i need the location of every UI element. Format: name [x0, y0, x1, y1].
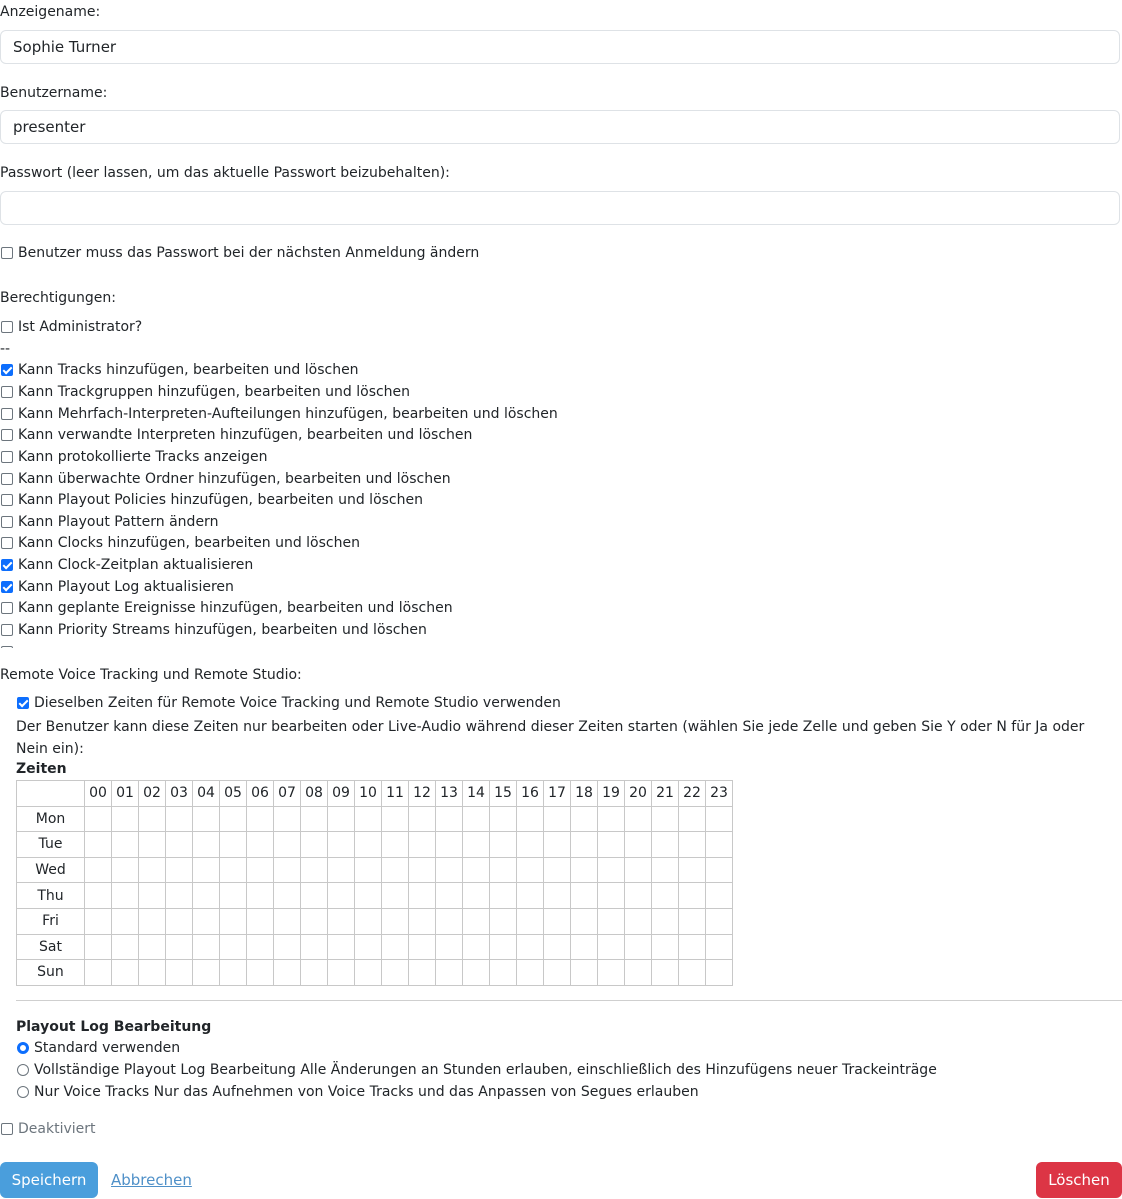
time-cell[interactable] — [301, 857, 328, 883]
hour-header: 04 — [193, 781, 220, 807]
time-cell[interactable] — [517, 934, 544, 960]
time-cell[interactable] — [382, 832, 409, 858]
time-cell[interactable] — [436, 806, 463, 832]
hour-header: 15 — [490, 781, 517, 807]
permission-label: Kann Playout Pattern ändern — [18, 514, 219, 530]
time-cell[interactable] — [679, 883, 706, 909]
time-cell[interactable] — [463, 960, 490, 986]
time-cell[interactable] — [463, 908, 490, 934]
permission-label: Kann Playout Policies hinzufügen, bearbeiten und löschen — [18, 492, 423, 508]
time-cell[interactable] — [328, 857, 355, 883]
permission-checkbox[interactable] — [1, 602, 13, 614]
time-cell[interactable] — [679, 832, 706, 858]
day-row — [17, 908, 733, 934]
day-label: Wed — [17, 857, 85, 883]
time-cell[interactable] — [490, 832, 517, 858]
time-cell[interactable] — [247, 934, 274, 960]
username-input[interactable] — [0, 110, 1120, 144]
permission-checkbox[interactable] — [1, 559, 13, 571]
time-cell[interactable] — [463, 832, 490, 858]
time-cell[interactable] — [490, 857, 517, 883]
time-cell[interactable] — [625, 832, 652, 858]
time-cell[interactable] — [382, 857, 409, 883]
day-label: Sun — [17, 960, 85, 986]
time-cell[interactable] — [166, 832, 193, 858]
time-cell[interactable] — [220, 806, 247, 832]
permission-label: Kann Trackgruppen hinzufügen, bearbeiten und löschen — [18, 384, 411, 400]
hour-header: 07 — [274, 781, 301, 807]
delete-button[interactable]: Löschen — [1036, 1162, 1122, 1198]
time-cell[interactable] — [706, 857, 733, 883]
time-cell[interactable] — [85, 934, 112, 960]
time-cell[interactable] — [652, 857, 679, 883]
time-cell[interactable] — [247, 857, 274, 883]
time-cell[interactable] — [328, 908, 355, 934]
time-cell[interactable] — [166, 934, 193, 960]
time-cell[interactable] — [301, 934, 328, 960]
time-cell[interactable] — [193, 883, 220, 909]
time-cell[interactable] — [193, 908, 220, 934]
time-cell[interactable] — [598, 883, 625, 909]
time-cell[interactable] — [355, 934, 382, 960]
permission-checkbox[interactable] — [1, 473, 13, 485]
time-cell[interactable] — [139, 908, 166, 934]
remote-description: Der Benutzer kann diese Zeiten nur bearbeiten oder Live-Audio während dieser Zeiten starten (wählen Sie jede Zelle und geben Sie Y oder N für Ja oder Nein ein): — [16, 719, 1085, 757]
time-cell[interactable] — [355, 857, 382, 883]
time-cell[interactable] — [193, 960, 220, 986]
time-cell[interactable] — [409, 806, 436, 832]
time-cell[interactable] — [652, 908, 679, 934]
permission-label: Kann Clocks hinzufügen, bearbeiten und löschen — [18, 535, 360, 551]
time-cell[interactable] — [679, 857, 706, 883]
time-cell[interactable] — [139, 934, 166, 960]
day-row — [17, 832, 733, 858]
time-cell[interactable] — [139, 857, 166, 883]
time-cell[interactable] — [652, 934, 679, 960]
same-times-label: Dieselben Zeiten für Remote Voice Tracking und Remote Studio verwenden — [34, 695, 561, 711]
permission-checkbox[interactable] — [1, 624, 13, 636]
day-label: Tue — [17, 832, 85, 858]
day-label: Sat — [17, 934, 85, 960]
permission-checkbox[interactable] — [1, 494, 13, 506]
hour-header: 14 — [463, 781, 490, 807]
time-cell[interactable] — [247, 832, 274, 858]
time-cell[interactable] — [112, 908, 139, 934]
permission-checkbox[interactable] — [1, 408, 13, 420]
time-cell[interactable] — [274, 883, 301, 909]
time-cell[interactable] — [490, 806, 517, 832]
time-cell[interactable] — [328, 832, 355, 858]
hour-header-row — [17, 781, 733, 807]
time-cell[interactable] — [85, 806, 112, 832]
time-cell[interactable] — [166, 883, 193, 909]
hour-header: 00 — [85, 781, 112, 807]
time-cell[interactable] — [355, 832, 382, 858]
time-cell[interactable] — [355, 908, 382, 934]
time-cell[interactable] — [139, 883, 166, 909]
time-cell[interactable] — [490, 934, 517, 960]
time-cell[interactable] — [220, 883, 247, 909]
time-cell[interactable] — [220, 934, 247, 960]
password-input[interactable] — [0, 191, 1120, 225]
time-cell[interactable] — [625, 960, 652, 986]
permission-checkbox[interactable] — [1, 537, 13, 549]
admin-label: Ist Administrator? — [18, 319, 143, 335]
time-cell[interactable] — [598, 960, 625, 986]
must-change-password-checkbox[interactable] — [1, 247, 13, 259]
time-cell[interactable] — [112, 934, 139, 960]
time-cell[interactable] — [436, 883, 463, 909]
permission-checkbox[interactable] — [1, 451, 13, 463]
permissions-heading: Berechtigungen: — [0, 290, 116, 306]
time-cell[interactable] — [355, 883, 382, 909]
time-cell[interactable] — [247, 883, 274, 909]
time-cell[interactable] — [139, 960, 166, 986]
day-label: Fri — [17, 908, 85, 934]
display-name-label: Anzeigename: — [0, 4, 101, 20]
time-cell[interactable] — [652, 960, 679, 986]
day-row — [17, 857, 733, 883]
time-cell[interactable] — [247, 806, 274, 832]
time-cell[interactable] — [571, 832, 598, 858]
time-cell[interactable] — [652, 883, 679, 909]
time-cell[interactable] — [706, 934, 733, 960]
time-cell[interactable] — [436, 934, 463, 960]
hour-header: 18 — [571, 781, 598, 807]
time-cell[interactable] — [409, 908, 436, 934]
time-cell[interactable] — [220, 908, 247, 934]
time-cell[interactable] — [409, 960, 436, 986]
time-cell[interactable] — [193, 832, 220, 858]
time-cell[interactable] — [598, 806, 625, 832]
time-cell[interactable] — [247, 960, 274, 986]
time-cell[interactable] — [301, 832, 328, 858]
time-cell[interactable] — [652, 806, 679, 832]
time-cell[interactable] — [463, 934, 490, 960]
time-cell[interactable] — [517, 960, 544, 986]
time-cell[interactable] — [679, 806, 706, 832]
time-cell[interactable] — [517, 832, 544, 858]
time-cell[interactable] — [409, 832, 436, 858]
time-cell[interactable] — [328, 883, 355, 909]
corner-cell — [17, 781, 85, 807]
hour-header: 12 — [409, 781, 436, 807]
time-cell[interactable] — [382, 960, 409, 986]
time-cell[interactable] — [301, 806, 328, 832]
time-cell[interactable] — [382, 806, 409, 832]
time-cell[interactable] — [598, 857, 625, 883]
time-cell[interactable] — [571, 960, 598, 986]
time-cell[interactable] — [328, 960, 355, 986]
hour-header: 22 — [679, 781, 706, 807]
time-cell[interactable] — [490, 908, 517, 934]
time-cell[interactable] — [517, 806, 544, 832]
permission-checkbox[interactable] — [1, 429, 13, 441]
time-cell[interactable] — [85, 960, 112, 986]
time-cell[interactable] — [112, 960, 139, 986]
time-cell[interactable] — [706, 883, 733, 909]
day-row — [17, 883, 733, 909]
hour-header: 01 — [112, 781, 139, 807]
time-cell[interactable] — [112, 857, 139, 883]
times-grid — [16, 780, 733, 986]
time-cell[interactable] — [544, 934, 571, 960]
day-row — [17, 934, 733, 960]
playout-option-label: Standard verwenden — [34, 1040, 181, 1056]
time-cell[interactable] — [436, 908, 463, 934]
permission-checkbox[interactable] — [1, 386, 13, 398]
time-cell[interactable] — [166, 857, 193, 883]
time-cell[interactable] — [382, 883, 409, 909]
hour-header: 02 — [139, 781, 166, 807]
time-cell[interactable] — [328, 934, 355, 960]
time-cell[interactable] — [517, 883, 544, 909]
permission-checkbox[interactable] — [1, 516, 13, 528]
permission-checkbox[interactable] — [1, 364, 13, 376]
playout-option-radio[interactable] — [17, 1042, 29, 1054]
hour-header: 23 — [706, 781, 733, 807]
time-cell[interactable] — [301, 908, 328, 934]
hour-header: 09 — [328, 781, 355, 807]
same-times-checkbox[interactable] — [17, 697, 29, 709]
time-cell[interactable] — [112, 832, 139, 858]
time-cell[interactable] — [355, 960, 382, 986]
time-cell[interactable] — [274, 806, 301, 832]
time-cell[interactable] — [112, 883, 139, 909]
permission-label: Kann protokollierte Tracks anzeigen — [18, 449, 268, 465]
time-cell[interactable] — [85, 883, 112, 909]
hour-header: 10 — [355, 781, 382, 807]
time-cell[interactable] — [85, 908, 112, 934]
disabled-label: Deaktiviert — [18, 1121, 96, 1137]
time-cell[interactable] — [274, 857, 301, 883]
time-cell[interactable] — [220, 832, 247, 858]
time-cell[interactable] — [571, 934, 598, 960]
time-cell[interactable] — [220, 857, 247, 883]
time-cell[interactable] — [301, 960, 328, 986]
time-cell[interactable] — [598, 832, 625, 858]
must-change-password-label: Benutzer muss das Passwort bei der nächsten Anmeldung ändern — [18, 245, 480, 261]
time-cell[interactable] — [463, 883, 490, 909]
admin-checkbox[interactable] — [1, 321, 13, 333]
time-cell[interactable] — [166, 806, 193, 832]
time-cell[interactable] — [598, 908, 625, 934]
times-grid-body — [17, 806, 733, 985]
time-cell[interactable] — [544, 857, 571, 883]
time-cell[interactable] — [625, 883, 652, 909]
username-label: Benutzername: — [0, 85, 108, 101]
time-cell[interactable] — [436, 832, 463, 858]
time-cell[interactable] — [274, 934, 301, 960]
time-cell[interactable] — [274, 832, 301, 858]
day-label: Thu — [17, 883, 85, 909]
hour-header: 08 — [301, 781, 328, 807]
permission-checkbox[interactable] — [1, 646, 13, 648]
time-cell[interactable] — [463, 857, 490, 883]
time-cell[interactable] — [139, 832, 166, 858]
permission-label: Kann Clock-Zeitplan aktualisieren — [18, 557, 254, 573]
time-cell[interactable] — [274, 960, 301, 986]
hour-header: 21 — [652, 781, 679, 807]
time-cell[interactable] — [355, 806, 382, 832]
time-cell[interactable] — [544, 960, 571, 986]
hour-header: 19 — [598, 781, 625, 807]
time-cell[interactable] — [490, 883, 517, 909]
time-cell[interactable] — [706, 832, 733, 858]
permission-label: Kann überwachte Ordner hinzufügen, bearbeiten und löschen — [18, 471, 451, 487]
time-cell[interactable] — [301, 883, 328, 909]
time-cell[interactable] — [220, 960, 247, 986]
hour-header: 16 — [517, 781, 544, 807]
time-cell[interactable] — [598, 934, 625, 960]
time-cell[interactable] — [382, 908, 409, 934]
permission-label: Kann Playout Log aktualisieren — [18, 579, 234, 595]
permissions-list[interactable] — [0, 360, 700, 648]
time-cell[interactable] — [247, 908, 274, 934]
day-row — [17, 806, 733, 832]
time-cell[interactable] — [679, 934, 706, 960]
time-cell[interactable] — [706, 806, 733, 832]
time-cell[interactable] — [571, 883, 598, 909]
hour-header: 17 — [544, 781, 571, 807]
permission-label: Kann verwandte Interpreten hinzufügen, bearbeiten und löschen — [18, 427, 473, 443]
time-cell[interactable] — [139, 806, 166, 832]
time-cell[interactable] — [517, 857, 544, 883]
cancel-link[interactable]: Abbrechen — [111, 1171, 192, 1189]
hour-header: 06 — [247, 781, 274, 807]
save-button[interactable]: Speichern — [0, 1162, 98, 1198]
time-cell[interactable] — [112, 806, 139, 832]
divider — [16, 1000, 1122, 1001]
time-cell[interactable] — [625, 934, 652, 960]
time-cell[interactable] — [463, 806, 490, 832]
hour-header: 20 — [625, 781, 652, 807]
password-label: Passwort (leer lassen, um das aktuelle Passwort beizubehalten): — [0, 165, 450, 181]
time-cell[interactable] — [652, 832, 679, 858]
hour-header: 03 — [166, 781, 193, 807]
time-cell[interactable] — [328, 806, 355, 832]
time-cell[interactable] — [517, 908, 544, 934]
time-cell[interactable] — [679, 960, 706, 986]
time-cell[interactable] — [544, 832, 571, 858]
time-cell[interactable] — [409, 883, 436, 909]
playout-option-label: Nur Voice Tracks Nur das Aufnehmen von Voice Tracks und das Anpassen von Segues erlauben — [34, 1084, 699, 1100]
time-cell[interactable] — [85, 857, 112, 883]
disabled-checkbox[interactable] — [1, 1123, 13, 1135]
time-cell[interactable] — [706, 908, 733, 934]
time-cell[interactable] — [409, 857, 436, 883]
permissions-separator: -- — [0, 341, 11, 357]
time-cell[interactable] — [571, 806, 598, 832]
time-cell[interactable] — [166, 908, 193, 934]
time-cell[interactable] — [544, 806, 571, 832]
permission-label: Kann Mehrfach-Interpreten-Aufteilungen hinzufügen, bearbeiten und löschen — [18, 406, 558, 422]
time-cell[interactable] — [382, 934, 409, 960]
time-cell[interactable] — [706, 960, 733, 986]
time-cell[interactable] — [625, 806, 652, 832]
permission-label: Kann Priority Streams hinzufügen, bearbeiten und löschen — [18, 622, 427, 638]
playout-option-label: Vollständige Playout Log Bearbeitung Alle Änderungen an Stunden erlauben, einschließlich des Hinzufügens neuer Trackeinträge — [34, 1062, 937, 1078]
time-cell[interactable] — [625, 857, 652, 883]
time-cell[interactable] — [193, 806, 220, 832]
time-cell[interactable] — [409, 934, 436, 960]
time-cell[interactable] — [166, 960, 193, 986]
time-cell[interactable] — [274, 908, 301, 934]
hour-header: 05 — [220, 781, 247, 807]
display-name-input[interactable] — [0, 30, 1120, 64]
time-cell[interactable] — [571, 857, 598, 883]
permission-checkbox[interactable] — [1, 581, 13, 593]
time-cell[interactable] — [490, 960, 517, 986]
time-cell[interactable] — [625, 908, 652, 934]
time-cell[interactable] — [571, 908, 598, 934]
times-heading: Zeiten — [16, 761, 67, 777]
playout-option-radio[interactable] — [17, 1064, 29, 1076]
time-cell[interactable] — [544, 883, 571, 909]
time-cell[interactable] — [193, 934, 220, 960]
time-cell[interactable] — [436, 857, 463, 883]
playout-log-heading: Playout Log Bearbeitung — [16, 1019, 212, 1035]
playout-option-radio[interactable] — [17, 1086, 29, 1098]
time-cell[interactable] — [436, 960, 463, 986]
time-cell[interactable] — [679, 908, 706, 934]
time-cell[interactable] — [193, 857, 220, 883]
time-cell[interactable] — [544, 908, 571, 934]
time-cell[interactable] — [85, 832, 112, 858]
permission-label: Kann Tracks hinzufügen, bearbeiten und löschen — [18, 362, 359, 378]
day-row — [17, 960, 733, 986]
remote-heading: Remote Voice Tracking und Remote Studio: — [0, 667, 302, 683]
day-label: Mon — [17, 806, 85, 832]
hour-header: 13 — [436, 781, 463, 807]
permission-label: Kann geplante Ereignisse hinzufügen, bearbeiten und löschen — [18, 600, 453, 616]
hour-header: 11 — [382, 781, 409, 807]
